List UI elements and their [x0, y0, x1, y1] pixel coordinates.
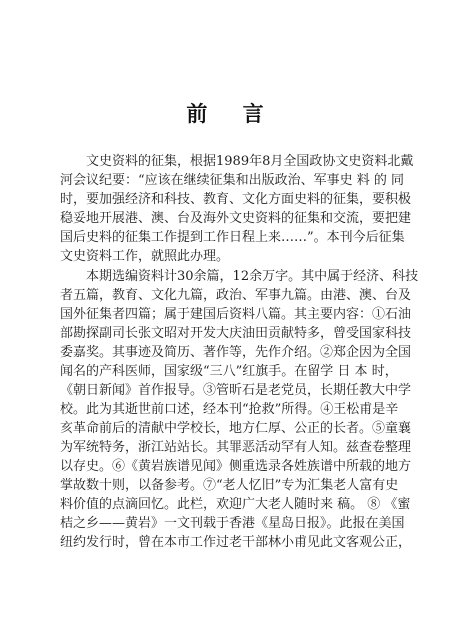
text-line: 时，要加强经济和科技、教育、文化方面史料的征集，要积极: [60, 192, 412, 207]
text-line: 河会议纪要：“应该在继续征集和出版政治、军事史 料 的 同: [60, 173, 405, 188]
text-line: 纽约发行时，曾在本市工作过老干部林小甫见此文客观公正，: [60, 535, 412, 550]
text-line: 者五篇，教育、文化九篇，政治、军事九篇。由港、澳、台及: [60, 288, 412, 303]
text-line: 文史资料工作，就照此办理。: [60, 249, 230, 264]
page-title: 前 言: [186, 101, 278, 126]
text-line: 委嘉奖。其事迹及简历、著作等，先作介绍。②郑企因为全国: [60, 345, 412, 360]
text-line: 为军统特务，浙江站站长。其罪恶活动罕有人知。兹查卷整理: [60, 440, 412, 455]
text-line: 稳妥地开展港、澳、台及海外文史资料的征集和交流，要把建: [60, 211, 412, 226]
text-line: 国外征集者四篇；属于建国后资料八篇。其主要内容：①石油: [60, 307, 412, 322]
text-line: 以存史。⑥《黄岩族谱见闻》侧重选录各姓族谱中所载的地方: [60, 459, 412, 474]
text-line: 部勘探副司长张文昭对开发大庆油田贡献特多，曾受国家科技: [60, 326, 412, 341]
text-line: 本期选编资料计30余篇，12余万字。其中属于经济、科技: [86, 269, 419, 284]
text-line: 校。此为其逝世前口述，经本刊“抢救”所得。④王松甫是辛: [60, 402, 399, 417]
text-line: 料价值的点滴回忆。此栏，欢迎广大老人随时来 稿。 ⑧ 《蜜: [60, 497, 411, 512]
text-line: 亥革命前后的清献中学校长，地方仁厚、公正的长者。⑤童襄: [60, 421, 412, 436]
text-line: 《朝日新闻》首作报导。③管昕石是老党员，长期任教大中学: [60, 383, 412, 398]
text-line: 掌故数十则，以备参考。⑦“老人忆旧”专为汇集老人富有史: [60, 478, 399, 493]
text-line: 文史资料的征集，根据1989年8月全国政协文史资料北戴: [86, 154, 414, 169]
text-line: 国后史料的征集工作提到工作日程上来……”。本刊今后征集: [60, 230, 405, 245]
text-line: 闻名的产科医师，国家级“三八”红旗手。在留学 日 本 时，: [60, 364, 398, 379]
text-line: 桔之乡——黄岩》一文刊载于香港《星岛日报》。此报在美国: [60, 516, 405, 531]
